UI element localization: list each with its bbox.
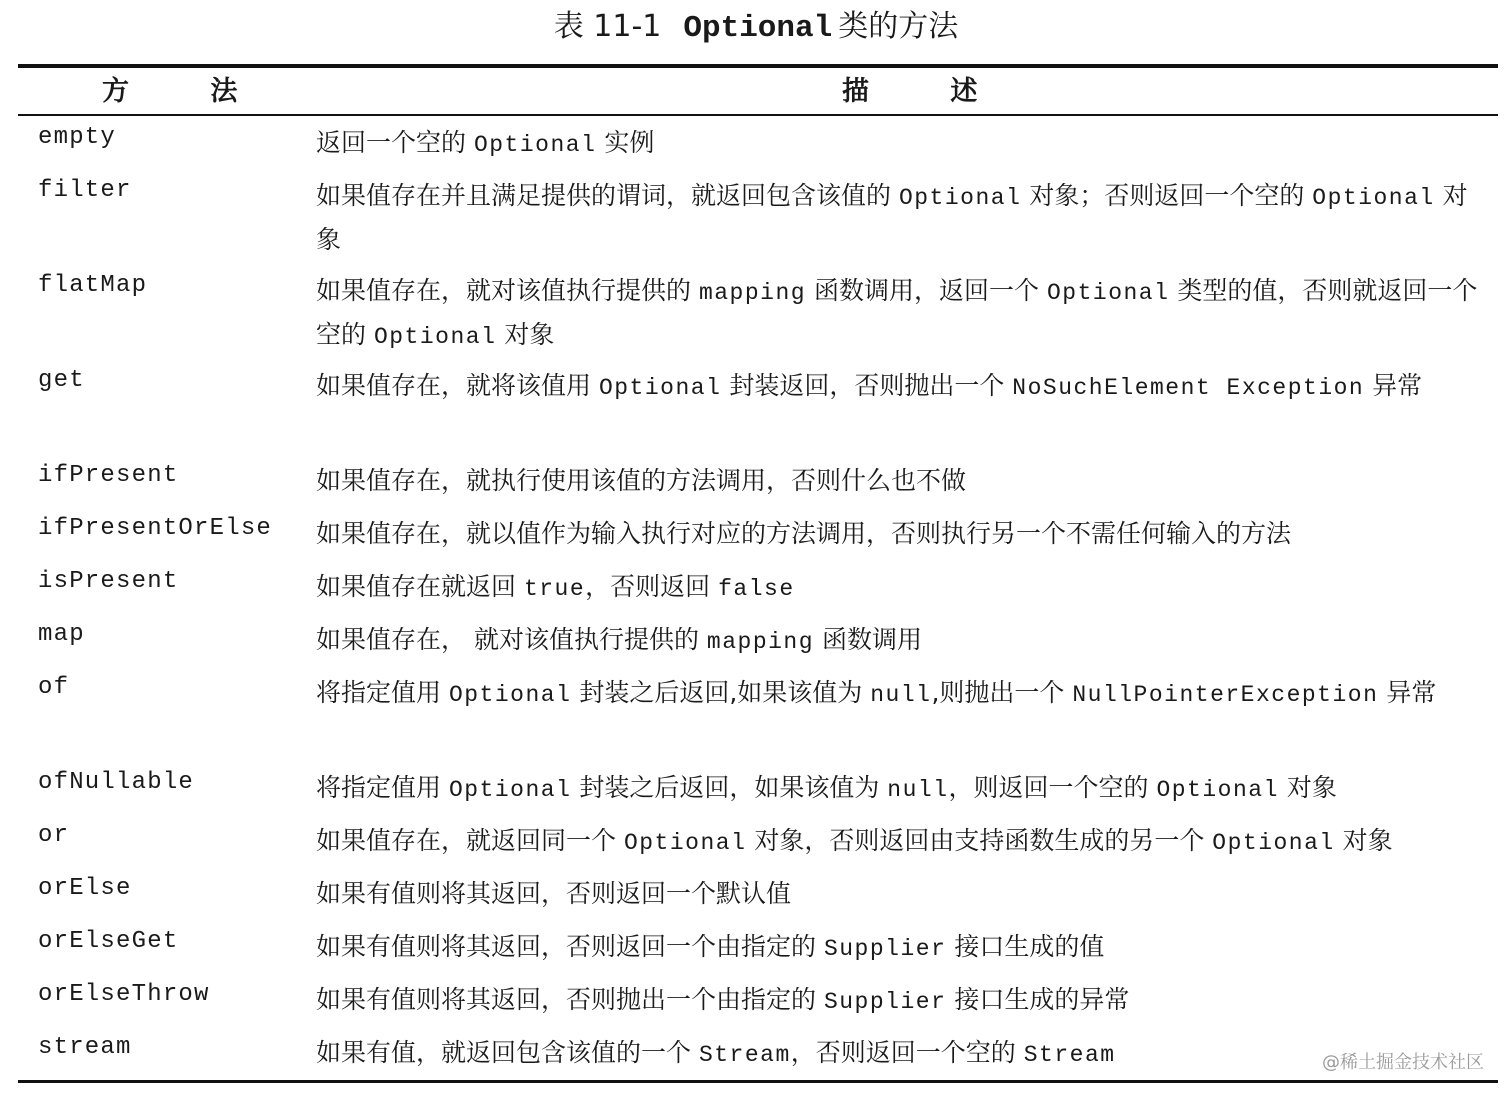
description-text: 封装之后返回,如果该值为 [571, 678, 871, 707]
description-text: 将指定值用 [316, 773, 449, 802]
code-term: Optional [623, 830, 747, 856]
description-text: 类型的值，否则就返回一个空的 [316, 276, 1478, 349]
method-name: get [38, 367, 85, 394]
description-text: ,则抛出一个 [931, 678, 1073, 707]
description-text: 对象 [496, 320, 555, 349]
method-description [316, 175, 1478, 261]
method-description [316, 566, 1478, 610]
method-description [316, 820, 1478, 864]
method-name: isPresent [38, 568, 179, 595]
code-term: Stream [1023, 1042, 1116, 1068]
code-term: Optional [448, 682, 572, 708]
code-term: Supplier [823, 989, 947, 1015]
method-description [316, 672, 1478, 716]
description-text: 如果值存在，就对该值执行提供的 [316, 276, 699, 305]
description-text: 如果有值则将其返回，否则抛出一个由指定的 [316, 985, 824, 1014]
code-term: NoSuchElement Exception [1012, 375, 1365, 401]
description-text: 如果值存在，就返回同一个 [316, 826, 624, 855]
method-name: of [38, 674, 70, 701]
method-description [316, 926, 1478, 970]
table-caption [0, 6, 1512, 50]
code-term: Optional [373, 324, 497, 350]
description-text: 如果有值则将其返回，否则返回一个默认值 [316, 879, 792, 908]
description-text: 如果值存在就返回 [316, 572, 524, 601]
code-term: Optional [598, 375, 722, 401]
description-text: 函数调用，返回一个 [806, 276, 1047, 305]
code-term: Optional [1156, 777, 1279, 803]
table-bottom-rule [18, 1080, 1498, 1083]
description-text: ，否则返回一个空的 [790, 1038, 1024, 1067]
caption-label: 表 11-1 [553, 9, 662, 44]
method-description [316, 619, 1478, 663]
description-text: 如果值存在并且满足提供的谓词，就返回包含该值的 [316, 181, 899, 210]
code-term: false [718, 576, 795, 602]
code-term: Optional [473, 132, 597, 158]
code-term: null [870, 682, 932, 708]
method-description [316, 873, 1478, 915]
description-text: 异常 [1378, 678, 1437, 707]
description-text: 对象 [1334, 826, 1393, 855]
code-term: Optional [1046, 280, 1170, 306]
code-term: mapping [706, 629, 815, 655]
method-name: filter [38, 177, 132, 204]
method-name: ifPresent [38, 462, 179, 489]
method-description [316, 270, 1478, 358]
code-term: true [523, 576, 586, 602]
code-term: NullPointerException [1072, 682, 1379, 708]
description-text: 如果有值，就返回包含该值的一个 [316, 1038, 699, 1067]
description-text: 接口生成的值 [946, 932, 1105, 961]
method-name: stream [38, 1034, 132, 1061]
description-text: ，否则返回 [585, 572, 719, 601]
method-name: orElse [38, 875, 132, 902]
description-text: 封装之后返回，如果该值为 [571, 773, 888, 802]
method-name: flatMap [38, 272, 148, 299]
description-text: 异常 [1364, 371, 1423, 400]
description-text: 如果值存在， 就对该值执行提供的 [316, 625, 707, 654]
code-term: Optional [898, 185, 1022, 211]
method-name: orElseGet [38, 928, 179, 955]
header-description: 描 述 [842, 76, 1014, 107]
method-name: or [38, 822, 70, 849]
method-description [316, 1032, 1478, 1076]
method-name: ofNullable [38, 769, 195, 796]
code-term: mapping [698, 280, 807, 306]
code-term: null [887, 777, 949, 803]
description-text: 实例 [596, 128, 655, 157]
description-text: 封装返回，否则抛出一个 [721, 371, 1013, 400]
description-text: 接口生成的异常 [946, 985, 1130, 1014]
description-text: 对象；否则返回一个空的 [1021, 181, 1313, 210]
code-term: Supplier [823, 936, 947, 962]
code-term: Optional [448, 777, 572, 803]
method-name: map [38, 621, 85, 648]
table-header-rule [18, 114, 1498, 116]
description-text: 如果值存在，就执行使用该值的方法调用，否则什么也不做 [316, 466, 967, 495]
method-description [316, 460, 1478, 502]
method-description [316, 365, 1478, 409]
watermark: @稀土掘金技术社区 [1322, 1052, 1484, 1073]
caption-code: Optional [683, 11, 833, 46]
method-name: orElseThrow [38, 981, 210, 1008]
description-text: 对象，否则返回由支持函数生成的另一个 [746, 826, 1213, 855]
code-term: Optional [1312, 185, 1435, 211]
description-text: 返回一个空的 [316, 128, 474, 157]
description-text: 如果有值则将其返回，否则返回一个由指定的 [316, 932, 824, 961]
code-term: Optional [1212, 830, 1335, 856]
method-description [316, 122, 1478, 166]
description-text: 对象 [316, 181, 1468, 254]
caption-suffix: 类的方法 [838, 9, 959, 44]
header-method: 方 法 [102, 76, 274, 107]
method-description [316, 979, 1478, 1023]
description-text: 如果值存在，就以值作为输入执行对应的方法调用，否则执行另一个不需任何输入的方法 [316, 519, 1292, 548]
description-text: 函数调用 [814, 625, 922, 654]
description-text: 将指定值用 [316, 678, 449, 707]
description-text: 对象 [1278, 773, 1337, 802]
table-top-rule [18, 64, 1498, 68]
method-description [316, 513, 1478, 555]
description-text: ，则返回一个空的 [948, 773, 1157, 802]
method-description [316, 767, 1478, 811]
method-name: empty [38, 124, 117, 151]
code-term: Stream [698, 1042, 791, 1068]
method-name: ifPresentOrElse [38, 515, 273, 542]
description-text: 如果值存在，就将该值用 [316, 371, 599, 400]
